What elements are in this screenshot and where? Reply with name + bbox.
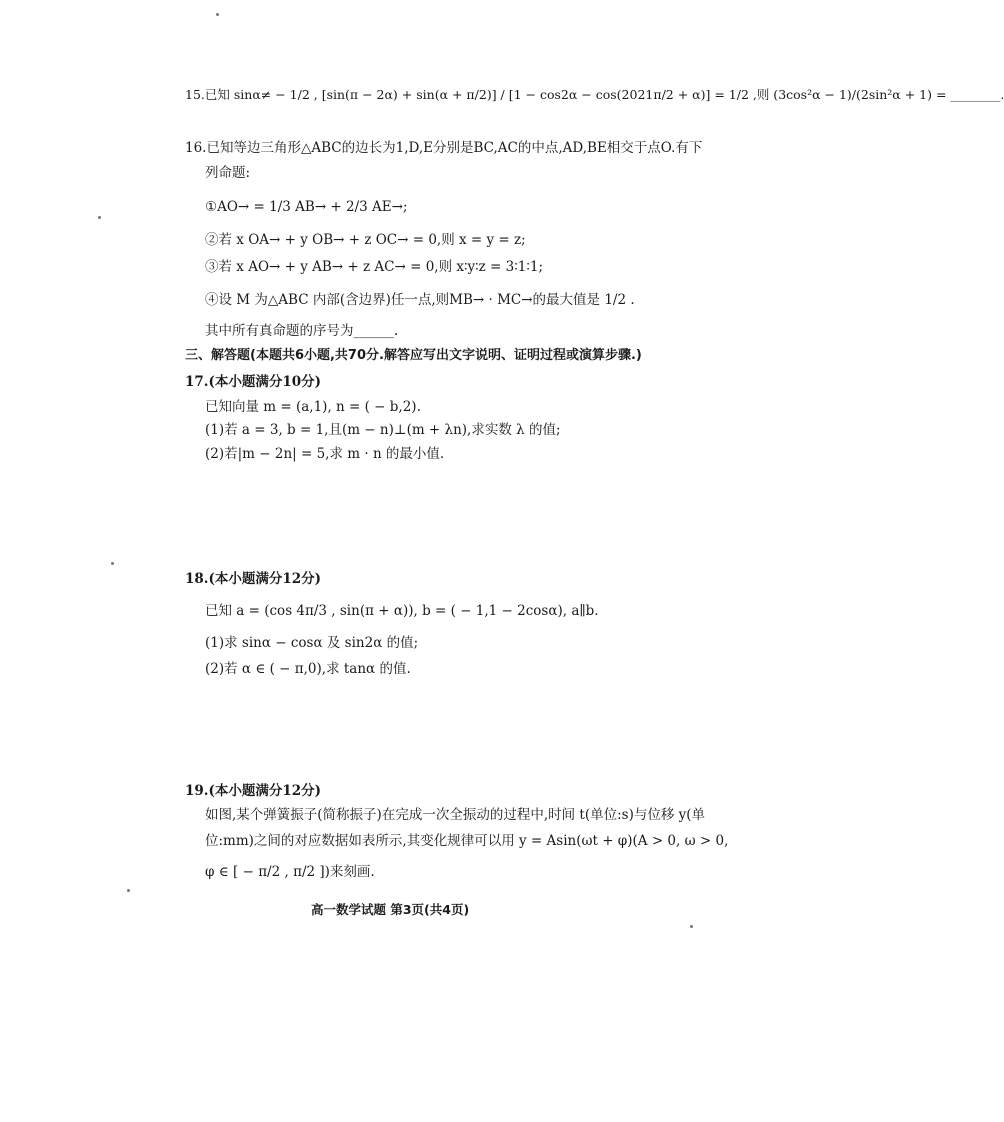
q15-line [185, 86, 1004, 104]
scan-speck [127, 889, 130, 892]
q17-stem: 已知向量 m = (a,1), n = ( − b,2). [205, 399, 421, 415]
q18-part-2: (2)若 α ∈ ( − π,0),求 tanα 的值. [205, 661, 411, 677]
section-3-header: 三、解答题(本题共6小题,共70分.解答应写出文字说明、证明过程或演算步骤.) [185, 348, 642, 363]
q17-part-2: (2)若|m − 2n| = 5,求 m · n 的最小值. [205, 446, 445, 462]
q18-part-1: (1)求 sinα − cosα 及 sin2α 的值; [205, 635, 419, 651]
q19-line-3: φ ∈ [ − π/2 , π/2 ])来刻画. [205, 864, 375, 880]
q16-ask: 其中所有真命题的序号为______. [205, 323, 399, 339]
scan-speck [690, 925, 693, 928]
q18-stem: 已知 a = (cos 4π/3 , sin(π + α)), b = ( − 1,1 − 2cosα), a∥b. [205, 603, 599, 619]
q17-part-1: (1)若 a = 3, b = 1,且(m − n)⊥(m + λn),求实数 λ 的值; [205, 422, 561, 438]
scan-speck [216, 13, 219, 16]
q19-line-2: 位:mm)之间的对应数据如表所示,其变化规律可以用 y = Asin(ωt + φ)(A > 0, ω > 0, [205, 833, 729, 849]
q16-proposition-2: ②若 x OA→ + y OB→ + z OC→ = 0,则 x = y = z; [205, 232, 526, 248]
q16-stem-line1: 16.已知等边三角形△ABC的边长为1,D,E分别是BC,AC的中点,AD,BE相交于点O.有下 [185, 140, 703, 156]
q19-header: 19.(本小题满分12分) [185, 783, 322, 799]
q16-proposition-1: ①AO→ = 1/3 AB→ + 2/3 AE→; [205, 199, 408, 215]
scan-speck [98, 216, 101, 219]
q17-header: 17.(本小题满分10分) [185, 374, 322, 390]
scan-speck [111, 562, 114, 565]
q16-proposition-4: ④设 M 为△ABC 内部(含边界)任一点,则MB→ · MC→的最大值是 1/2 . [205, 292, 635, 308]
page-footer: 高一数学试题 第3页(共4页) [311, 902, 470, 917]
q18-header: 18.(本小题满分12分) [185, 571, 322, 587]
q16-stem-line2: 列命题: [205, 165, 251, 181]
q15-text: 15.已知 sinα≠ − 1/2 , [sin(π − 2α) + sin(α + π/2)] / [1 − cos2α − cos(2021π/2 + α)] = 1/2 ,则 (3cos²α − 1)/(2sin²α + 1) = ________. [185, 87, 1004, 102]
q19-line-1: 如图,某个弹簧振子(简称振子)在完成一次全振动的过程中,时间 t(单位:s)与位移 y(单 [205, 807, 706, 823]
q16-proposition-3: ③若 x AO→ + y AB→ + z AC→ = 0,则 x∶y∶z = 3∶1∶1; [205, 259, 543, 275]
